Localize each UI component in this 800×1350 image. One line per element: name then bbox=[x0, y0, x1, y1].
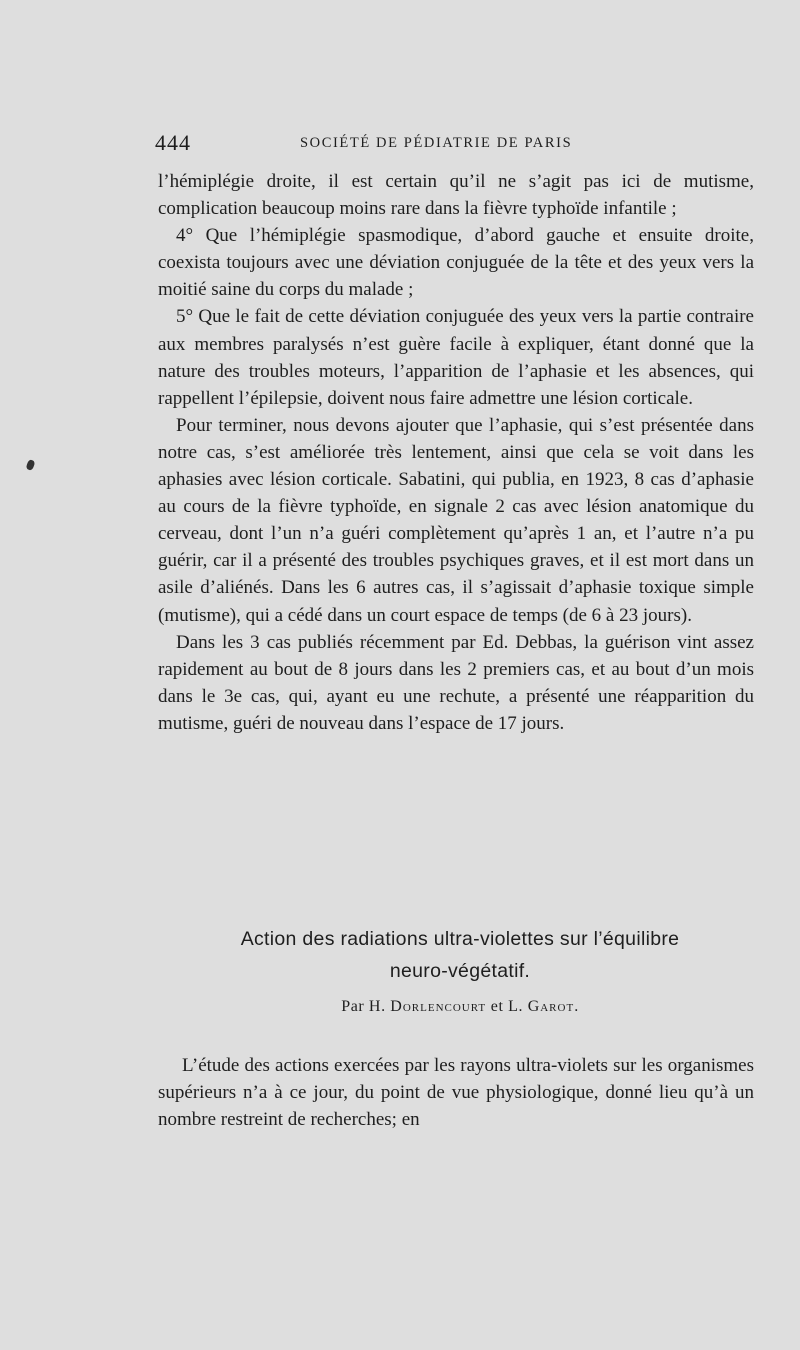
byline-and: et L. bbox=[490, 998, 524, 1015]
paragraph: Pour terminer, nous devons ajouter que l’aphasie, qui s’est présentée dans notre cas, s’est améliorée très lentement, ainsi que cela se voit dans les aphasies avec lésion corticale. Sabatini, qui publia, en 1923, 8 cas d’aphasie au cours de la fièvre typhoïde, en signale 2 cas avec lésion anatomique du cerveau, dont l’un n’a guéri complètement qu’après 1 an, et l’autre n’a pu guérir, car il a présenté des troubles psychiques graves, et il est mort dans un asile d’aliénés. Dans les 6 autres cas, il s’agissait d’aphasie toxique simple (mutisme), qui a cédé dans un court espace de temps (de 6 à 23 jours). bbox=[158, 414, 754, 626]
page-header bbox=[155, 130, 755, 160]
paragraph: Dans les 3 cas publiés récemment par Ed. Debbas, la guérison vint assez rapidement au bout de 8 jours dans les 2 premiers cas, et au bout d’un mois dans le 3e cas, qui, ayant eu une rechute, a présenté une réapparition du mutisme, guéri de nouveau dans l’espace de 17 jours. bbox=[158, 631, 754, 734]
article-title bbox=[150, 923, 770, 987]
article-title-line: Action des radiations ultra-violettes sur l’équilibre bbox=[240, 928, 680, 950]
page-number: 444 bbox=[155, 130, 191, 155]
paragraph: l’hémiplégie droite, il est certain qu’il ne s’agit pas ici de mutisme, complication beaucoup moins rare dans la fièvre typhoïde infantile ; bbox=[158, 171, 754, 220]
paragraph: L’étude des actions exercées par les rayons ultra-violets sur les organismes supérieurs n’a à ce jour, du point de vue physiologique, donné lieu qu’à un nombre restreint de recherches; en bbox=[158, 1055, 754, 1131]
running-head: SOCIÉTÉ DE PÉDIATRIE DE PARIS bbox=[300, 135, 573, 151]
byline-prefix: Par H. bbox=[341, 998, 386, 1015]
author-name: Dorlencourt bbox=[390, 998, 487, 1015]
byline bbox=[150, 998, 770, 1016]
paragraph: 4° Que l’hémiplégie spasmodique, d’abord gauche et ensuite droite, coexista toujours avec une déviation conjuguée de la tête et des yeux vers la moitié saine du corps du malade ; bbox=[158, 225, 754, 301]
paragraph: 5° Que le fait de cette déviation conjuguée des yeux vers la partie contraire aux membres paralysés n’est guère facile à expliquer, étant donné que la nature des troubles moteurs, l’apparition de l’aphasie et les absences, qui rappellent l’épilepsie, doivent nous faire admettre une lésion corticale. bbox=[158, 306, 754, 409]
article-title-line: neuro-végétatif. bbox=[389, 960, 531, 982]
ink-speck bbox=[26, 459, 36, 471]
article-body bbox=[158, 1052, 754, 1133]
body-text bbox=[158, 168, 754, 737]
author-name: Garot bbox=[527, 998, 575, 1015]
byline-end: . bbox=[574, 998, 579, 1015]
